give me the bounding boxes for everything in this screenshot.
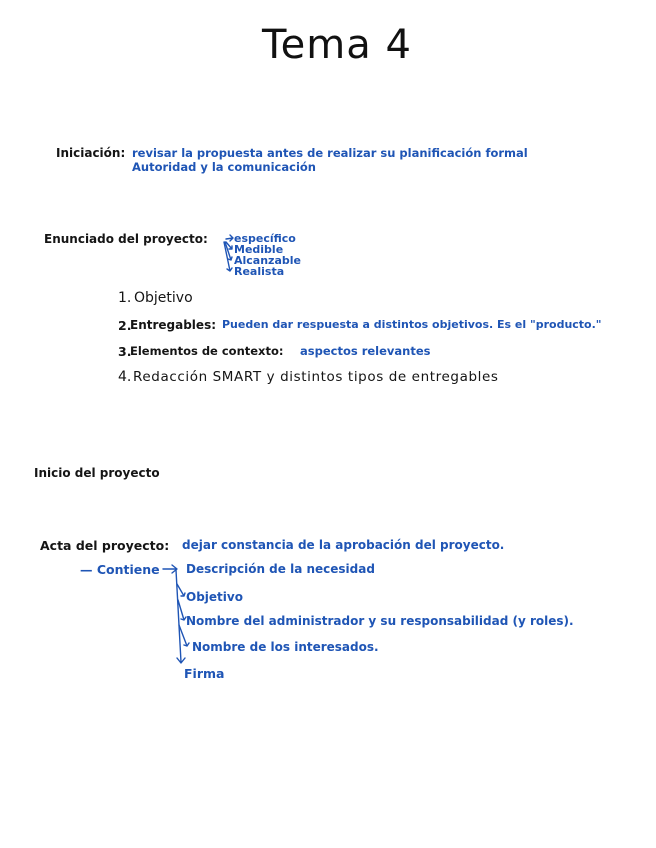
acta-item-objetivo: Objetivo — [186, 590, 243, 604]
item-4-number: 4. — [118, 369, 132, 385]
arrow-especifico — [226, 235, 233, 241]
contiene-label: — Contiene — [80, 562, 160, 577]
criteria-medible: Medible — [234, 243, 284, 256]
item-4-label: Redacción SMART y distintos tipos de entregables — [133, 369, 499, 385]
page-title: Tema 4 — [262, 22, 412, 68]
item-3-label: Elementos de contexto: — [130, 344, 284, 358]
iniciacion-line-2: Autoridad y la comunicación — [132, 160, 316, 174]
iniciacion-line-1: revisar la propuesta antes de realizar su planificación formal — [132, 146, 528, 160]
acta-item-firma: Firma — [184, 666, 225, 681]
acta-item-interesados: Nombre de los interesados. — [192, 640, 379, 654]
acta-item-administrador: Nombre del administrador y su responsabilidad (y roles). — [186, 614, 574, 628]
enunciado-label: Enunciado del proyecto: — [44, 232, 208, 246]
criteria-especifico: específico — [234, 232, 296, 245]
arrow-contiene-right — [163, 565, 177, 573]
item-1-number: 1. — [118, 290, 132, 306]
inicio-heading: Inicio del proyecto — [34, 466, 160, 480]
arrow-realista — [224, 242, 232, 271]
acta-detail: dejar constancia de la aprobación del proyecto. — [182, 538, 505, 552]
item-2-number: 2. — [118, 318, 132, 333]
item-3-number: 3. — [118, 344, 132, 359]
arrow-objetivo — [177, 584, 185, 596]
acta-item-descripcion: Descripción de la necesidad — [186, 562, 375, 576]
criteria-alcanzable: Alcanzable — [234, 254, 301, 267]
criteria-realista: Realista — [234, 265, 285, 278]
acta-label: Acta del proyecto: — [40, 538, 170, 553]
item-2-detail: Pueden dar respuesta a distintos objetivos. Es el "producto." — [222, 318, 602, 331]
item-3-detail: aspectos relevantes — [300, 344, 431, 358]
iniciacion-label: Iniciación: — [56, 146, 126, 160]
item-1-label: Objetivo — [134, 290, 193, 306]
item-2-label: Entregables: — [130, 318, 217, 332]
